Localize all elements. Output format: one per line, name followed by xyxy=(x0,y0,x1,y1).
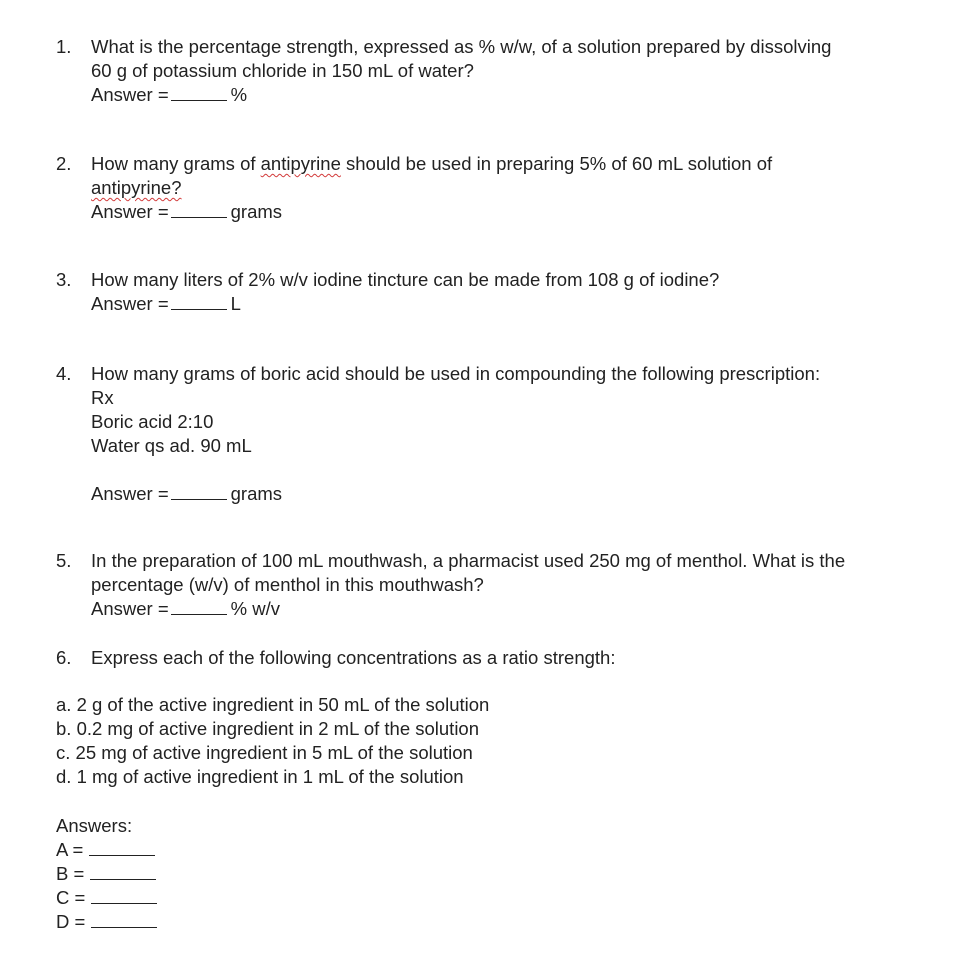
answer-label: B = xyxy=(56,863,85,884)
answer-unit: % xyxy=(230,84,248,105)
answer-line xyxy=(56,862,956,886)
answers-heading: Answers: xyxy=(56,815,133,836)
answer-label: Answer = xyxy=(91,483,169,504)
question-text: 60 g of potassium chloride in 150 mL of water? xyxy=(91,60,474,81)
question-3 xyxy=(56,268,956,316)
answer-blank[interactable] xyxy=(91,910,157,928)
answer-blank[interactable] xyxy=(91,886,157,904)
question-text: What is the percentage strength, expressed as % w/w, of a solution prepared by dissolving xyxy=(91,36,832,57)
answer-line xyxy=(91,83,956,107)
answer-blank[interactable] xyxy=(89,838,155,856)
spellcheck-word: antipyrine? xyxy=(91,177,182,198)
question-text: How many liters of 2% w/v iodine tincture can be made from 108 g of iodine? xyxy=(91,269,720,290)
answer-label: Answer = xyxy=(91,598,169,619)
answer-blank[interactable] xyxy=(171,83,227,101)
question-text: In the preparation of 100 mL mouthwash, a pharmacist used 250 mg of menthol. What is the xyxy=(91,550,846,571)
question-number: 1. xyxy=(56,36,72,57)
answer-label: A = xyxy=(56,839,84,860)
concentration-list xyxy=(56,693,956,789)
question-text: How many grams of boric acid should be used in compounding the following prescription: xyxy=(91,363,821,384)
answer-blank[interactable] xyxy=(171,482,227,500)
list-item: c. 25 mg of active ingredient in 5 mL of the solution xyxy=(56,742,473,763)
question-text-part: How many grams of xyxy=(91,153,261,174)
answer-label: Answer = xyxy=(91,293,169,314)
answers-section xyxy=(56,814,956,934)
answer-label: Answer = xyxy=(91,201,169,222)
question-number: 4. xyxy=(56,363,72,384)
question-number: 6. xyxy=(56,647,72,668)
rx-symbol: Rx xyxy=(91,387,114,408)
rx-ingredient: Boric acid 2:10 xyxy=(91,411,214,432)
spellcheck-word: antipyrine xyxy=(260,153,341,174)
list-item: a. 2 g of the active ingredient in 50 mL of the solution xyxy=(56,694,490,715)
answer-line xyxy=(56,910,956,934)
question-1 xyxy=(56,35,956,107)
answer-unit: L xyxy=(230,293,241,314)
question-number: 2. xyxy=(56,153,72,174)
answer-unit: % w/v xyxy=(230,598,280,619)
list-item: d. 1 mg of active ingredient in 1 mL of the solution xyxy=(56,766,464,787)
answer-label: C = xyxy=(56,887,86,908)
question-text-part: should be used in preparing 5% of 60 mL solution of xyxy=(340,153,773,174)
question-4 xyxy=(56,362,956,506)
question-2 xyxy=(56,152,956,224)
answer-blank[interactable] xyxy=(90,862,156,880)
rx-ingredient: Water qs ad. 90 mL xyxy=(91,435,252,456)
answer-label: Answer = xyxy=(91,84,169,105)
answer-unit: grams xyxy=(230,483,283,504)
question-text: percentage (w/v) of menthol in this mouthwash? xyxy=(91,574,484,595)
question-6 xyxy=(56,646,956,670)
answer-line xyxy=(91,482,956,506)
answer-label: D = xyxy=(56,911,86,932)
answer-line xyxy=(91,597,956,621)
answer-line xyxy=(56,838,956,862)
answer-blank[interactable] xyxy=(171,597,227,615)
question-text: Express each of the following concentrations as a ratio strength: xyxy=(91,647,616,668)
question-text xyxy=(91,152,956,176)
question-number: 3. xyxy=(56,269,72,290)
question-5 xyxy=(56,549,956,621)
answer-line xyxy=(91,292,956,316)
answer-unit: grams xyxy=(230,201,283,222)
answer-line xyxy=(56,886,956,910)
list-item: b. 0.2 mg of active ingredient in 2 mL of the solution xyxy=(56,718,480,739)
question-number: 5. xyxy=(56,550,72,571)
answer-line xyxy=(91,200,956,224)
answer-blank[interactable] xyxy=(171,200,227,218)
question-text xyxy=(91,176,956,200)
answer-blank[interactable] xyxy=(171,292,227,310)
